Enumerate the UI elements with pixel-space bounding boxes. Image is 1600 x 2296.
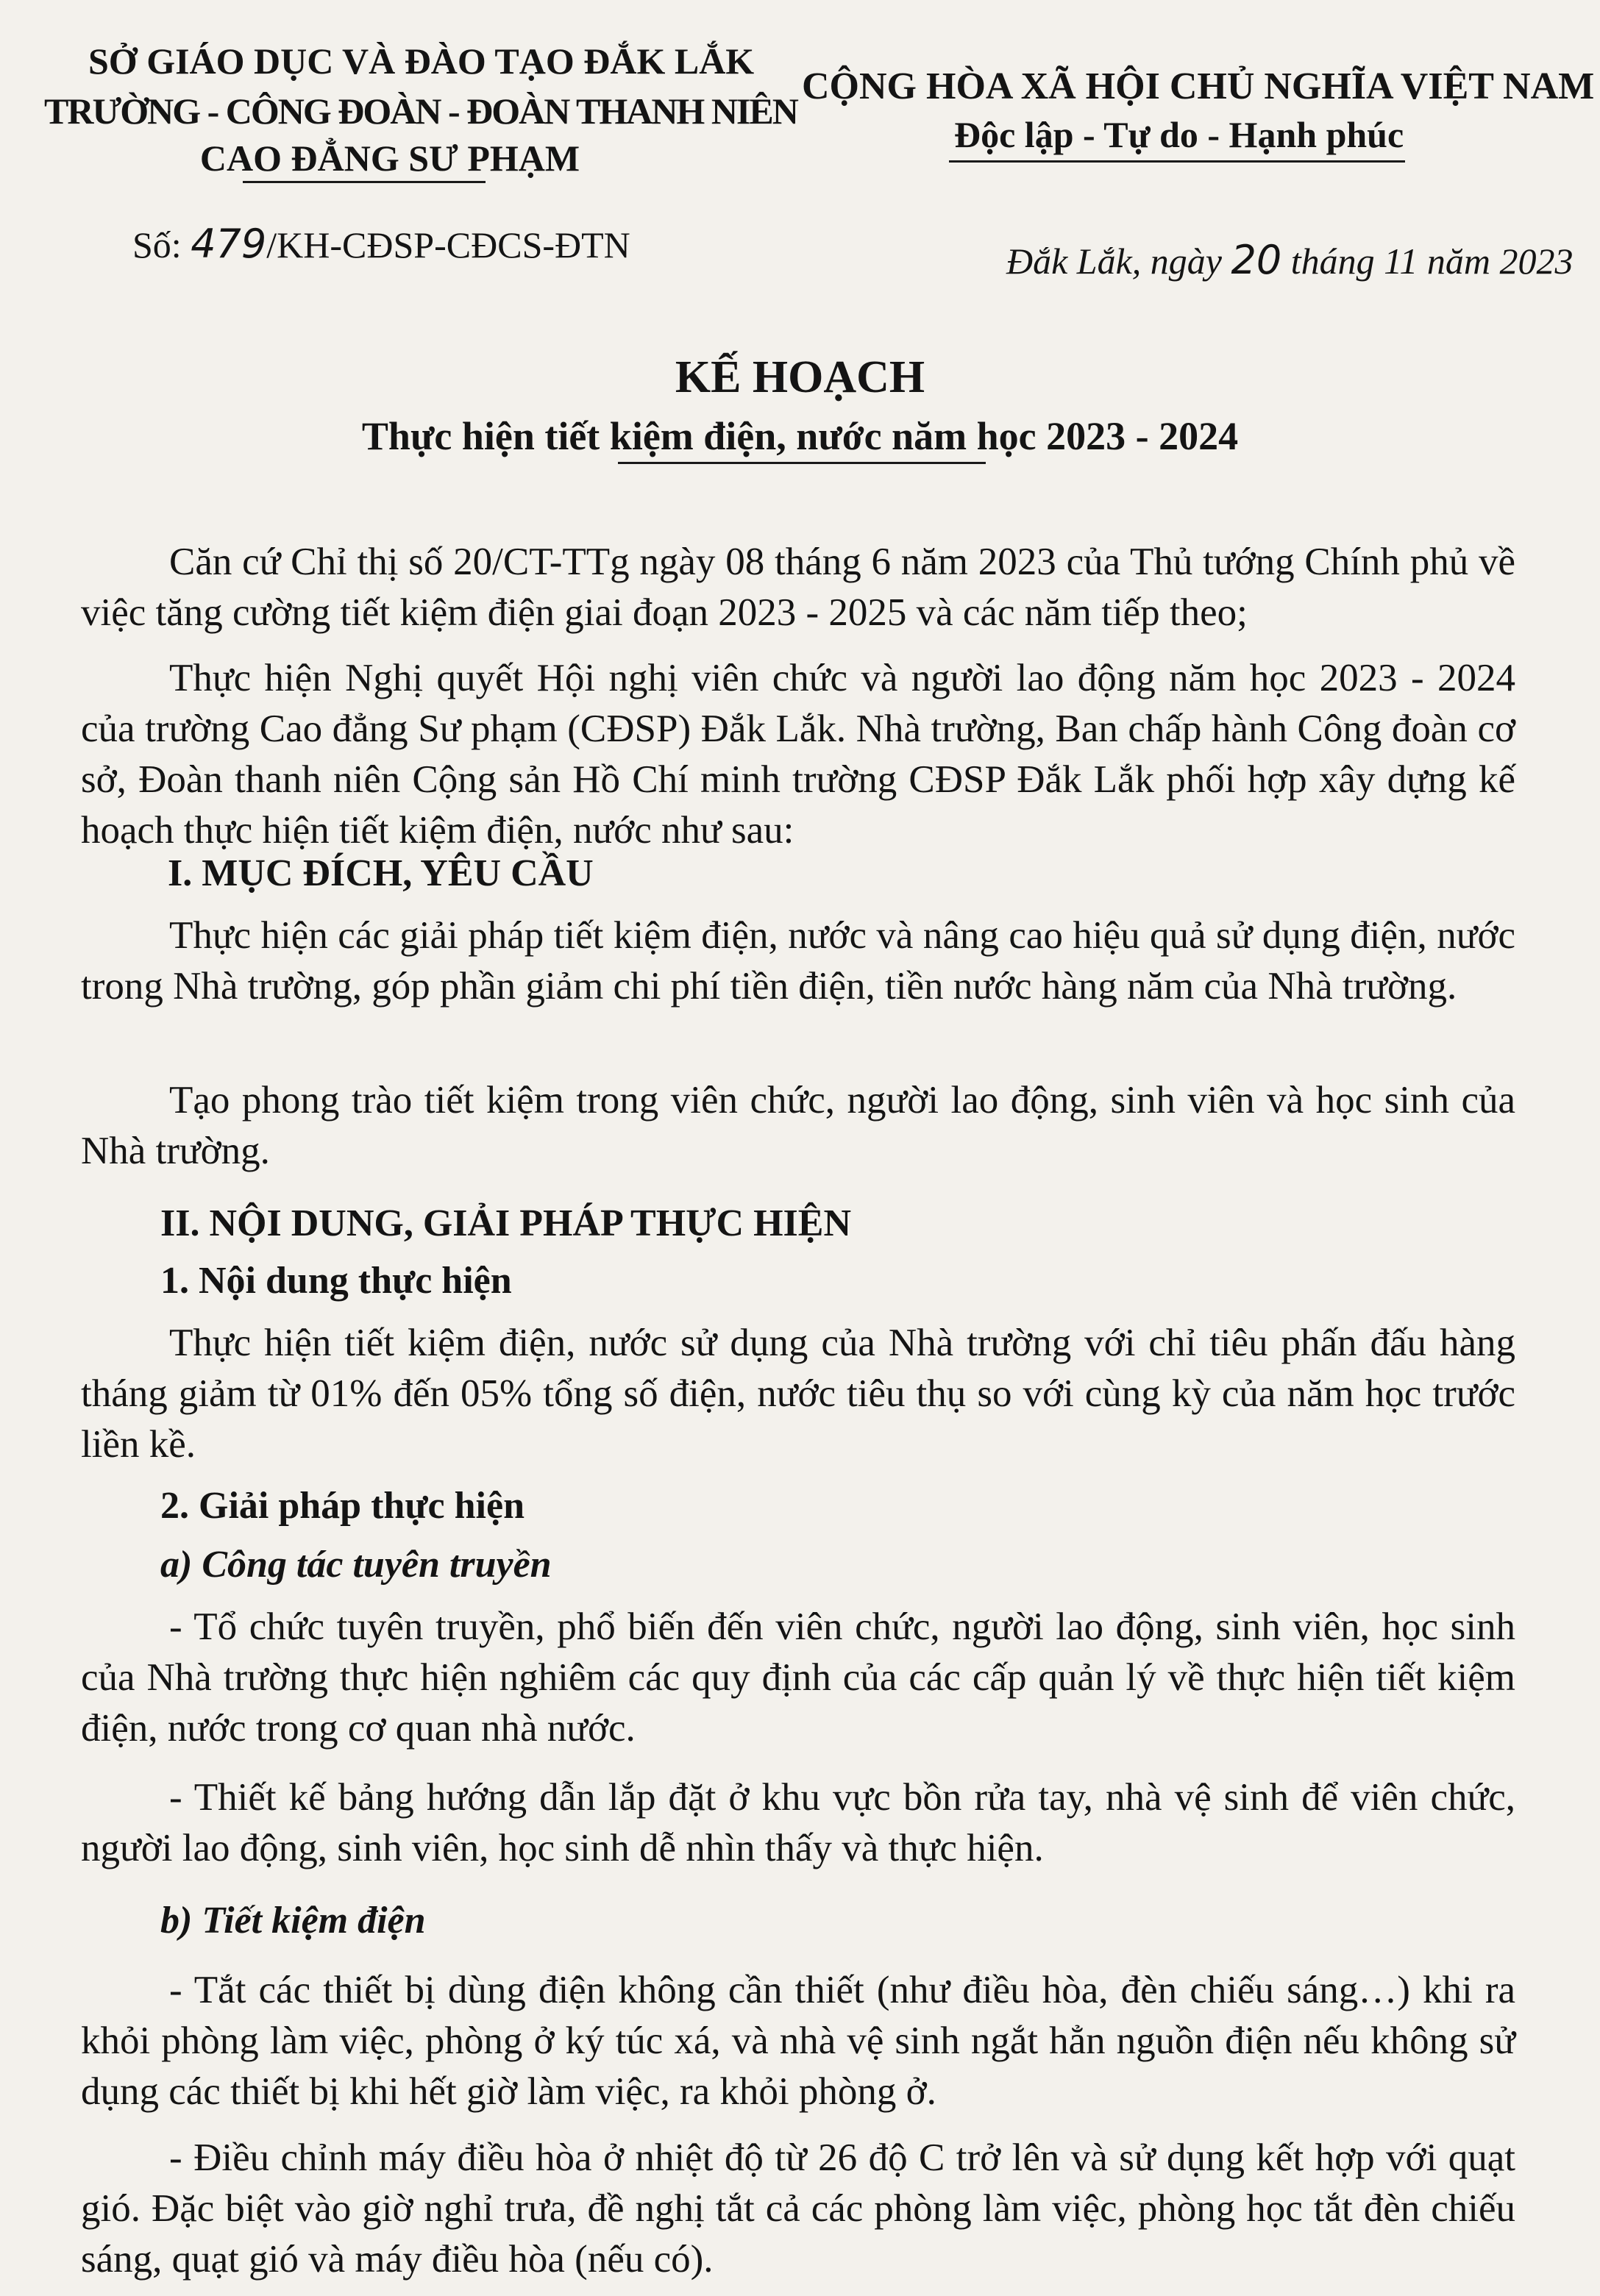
section-heading-purpose: I. MỤC ĐÍCH, YÊU CẦU xyxy=(168,852,594,894)
date-prefix: Đắk Lắk, ngày xyxy=(1006,240,1231,282)
issuer-underline xyxy=(243,181,486,183)
paragraph-target: Thực hiện tiết kiệm điện, nước sử dụng của Nhà trường với chỉ tiêu phấn đấu hàng tháng giảm từ 01% đến 05% tổng số điện, nước tiêu thụ so với cùng kỳ của năm học trước liền kề. xyxy=(81,1322,1515,1466)
paragraph-propaganda-1: - Tổ chức tuyên truyền, phổ biến đến viên chức, người lao động, sinh viên, học sinh của Nhà trường thực hiện nghiêm các quy định của các cấp quản lý về thực hiện tiết kiệm điện, nước trong cơ quan nhà nước. xyxy=(81,1605,1515,1750)
paragraph-propaganda-2: - Thiết kế bảng hướng dẫn lắp đặt ở khu vực bồn rửa tay, nhà vệ sinh để viên chức, người lao động, sinh viên, học sinh dễ nhìn thấy và thực hiện. xyxy=(81,1776,1515,1869)
document-title: KẾ HOẠCH xyxy=(675,352,925,402)
paragraph-legal-basis: Căn cứ Chỉ thị số 20/CT-TTg ngày 08 tháng 6 năm 2023 của Thủ tướng Chính phủ về việc tăng cường tiết kiệm điện giai đoạn 2023 - 2025 và các năm tiếp theo; xyxy=(81,541,1515,634)
nation-name: CỘNG HÒA XÃ HỘI CHỦ NGHĨA VIỆT NAM xyxy=(802,65,1595,107)
document-reference xyxy=(132,221,630,267)
reference-prefix: Số: xyxy=(132,224,191,265)
issuer-line-2: TRƯỜNG - CÔNG ĐOÀN - ĐOÀN THANH NIÊN xyxy=(44,90,797,132)
paragraph-implementation-basis: Thực hiện Nghị quyết Hội nghị viên chức và người lao động năm học 2023 - 2024 của trường Cao đẳng Sư phạm (CĐSP) Đắk Lắk. Nhà trường, Ban chấp hành Công đoàn cơ sở, Đoàn thanh niên Cộng sản Hồ Chí minh trường CĐSP Đắk Lắk phối hợp xây dựng kế hoạch thực hiện tiết kiệm điện, nước như sau: xyxy=(81,657,1515,852)
date-day: 20 xyxy=(1231,237,1282,283)
motto-underline xyxy=(949,160,1405,163)
paragraph-movement: Tạo phong trào tiết kiệm trong viên chức, người lao động, sinh viên và học sinh của Nhà trường. xyxy=(81,1079,1515,1172)
paragraph-electricity-2: - Điều chỉnh máy điều hòa ở nhiệt độ từ 26 độ C trở lên và sử dụng kết hợp với quạt gió. Đặc biệt vào giờ nghỉ trưa, đề nghị tắt cả các phòng làm việc, phòng học tắt đèn chiếu sáng, quạt gió và máy điều hòa (nếu có). xyxy=(81,2136,1515,2281)
subsection-heading-solutions: 2. Giải pháp thực hiện xyxy=(160,1485,525,1527)
date-suffix: tháng 11 năm 2023 xyxy=(1281,240,1574,282)
paragraph-electricity-1: - Tắt các thiết bị dùng điện không cần thiết (như điều hòa, đèn chiếu sáng…) khi ra khỏi phòng làm việc, phòng ở ký túc xá, và nhà vệ sinh ngắt hẳn nguồn điện nếu không sử dụng các thiết bị khi hết giờ làm việc, ra khỏi phòng ở. xyxy=(81,1969,1515,2113)
reference-number: 479 xyxy=(191,221,267,267)
issuer-line-3: CAO ĐẲNG SƯ PHẠM xyxy=(199,138,580,179)
subsection-heading-electricity: b) Tiết kiệm điện xyxy=(160,1900,426,1942)
subsection-heading-propaganda: a) Công tác tuyên truyền xyxy=(160,1544,552,1586)
section-heading-content: II. NỘI DUNG, GIẢI PHÁP THỰC HIỆN xyxy=(160,1202,851,1244)
nation-motto: Độc lập - Tự do - Hạnh phúc xyxy=(954,114,1404,155)
reference-code: /KH-CĐSP-CĐCS-ĐTN xyxy=(266,224,630,265)
subtitle-underline xyxy=(618,462,986,464)
document-date xyxy=(1006,237,1574,283)
document-subtitle: Thực hiện tiết kiệm điện, nước năm học 2023 - 2024 xyxy=(361,414,1239,458)
issuer-line-1: SỞ GIÁO DỤC VÀ ĐÀO TẠO ĐẮK LẮK xyxy=(88,40,755,82)
paragraph-purpose: Thực hiện các giải pháp tiết kiệm điện, nước và nâng cao hiệu quả sử dụng điện, nước trong Nhà trường, góp phần giảm chi phí tiền điện, tiền nước hàng năm của Nhà trường. xyxy=(81,914,1515,1008)
subsection-heading-content: 1. Nội dung thực hiện xyxy=(160,1260,512,1302)
